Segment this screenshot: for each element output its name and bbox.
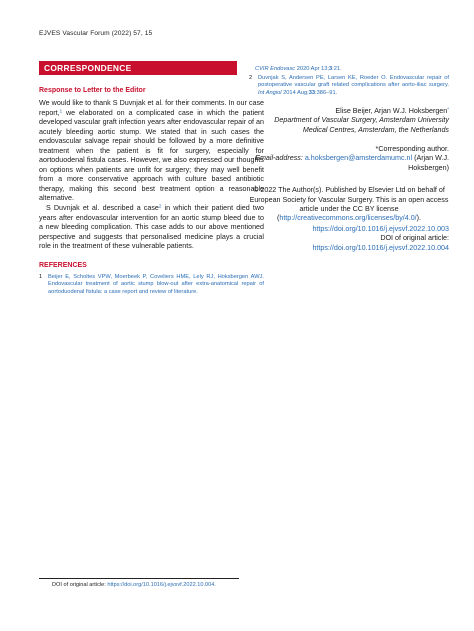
- p2-text-a: S Duvnjak et al. described a case: [46, 204, 159, 213]
- references-heading: REFERENCES: [39, 261, 87, 269]
- reference-1-date[interactable]: 2020 Apr 13;: [295, 66, 329, 72]
- reference-2-journal[interactable]: Int Angiol: [258, 90, 282, 97]
- corresponding-author: *Corresponding author.: [375, 145, 449, 154]
- license-link[interactable]: http://creativecommons.org/licenses/by/4.0/: [279, 214, 417, 223]
- email-line: [249, 154, 449, 173]
- reference-text: [48, 274, 264, 297]
- author-signature: [249, 107, 449, 116]
- reference-number: 1: [39, 273, 43, 280]
- doi-link[interactable]: https://doi.org/10.1016/j.ejvsvf.2022.10.003: [312, 224, 449, 233]
- letter-title: Response to Letter to the Editor: [39, 87, 146, 94]
- journal-header: EJVES Vascular Forum (2022) 57, 15: [39, 30, 153, 37]
- letter-column: [39, 87, 264, 297]
- section-banner: CORRESPONDENCE: [39, 61, 237, 75]
- footnote: [52, 582, 216, 588]
- authors: Elise Beijer, Arjan W.J. Hoksbergen: [335, 106, 448, 115]
- doi-block: [249, 225, 449, 253]
- reference-1-continued: [255, 66, 449, 74]
- footnote-label: DOI of original article:: [52, 582, 106, 588]
- reference-item: [249, 75, 449, 98]
- reference-number: 2: [249, 74, 253, 81]
- right-column: [249, 66, 449, 253]
- email-label: Email-address:: [255, 154, 303, 163]
- p1-text-b: we elaborated on a complicated case in which the patient developed vascular graft infection years after endovascular repair of an acutely bleeding aortic stump. We stated that in such cases the endovascular salvage repair should be followed by a more definitive treatment when the patient is fit for surgery, especially for aortoduodenal fistula cases. However, we also expressed our thoughts on options when patients are unfit for surgery; they may well benefit from a more conservative approach with culture based antibiotic therapy, making this second best treatment option a reasonable alternative.: [39, 108, 264, 203]
- license-text-end: ).: [416, 214, 422, 223]
- license-text: © 2022 The Author(s). Published by Elsevier Ltd on behalf of European Society for Vascular Surgery. This is an open access article under the CC BY license (: [249, 186, 449, 223]
- corresponding-marker[interactable]: *: [447, 106, 449, 112]
- p2-text-b: in which their patient died two years after endovascular intervention for an aortic stump bleed due to a new bleeding complication. This case adds to our above mentioned perspective and suggests that personalised medicine plays a crucial role in the treatment of these vulnerable patients.: [39, 204, 264, 251]
- reference-2-pages[interactable]: :386–91.: [315, 90, 338, 97]
- reference-2-volume[interactable]: 33: [308, 90, 316, 97]
- footnote-divider: [39, 578, 239, 579]
- letter-paragraph-1: [39, 99, 264, 204]
- reference-text: [258, 75, 449, 98]
- p1-text-a: We would like to thank S Duvnjak et al. for their comments. In our case report,: [39, 99, 264, 117]
- original-doi-link[interactable]: https://doi.org/10.1016/j.ejvsvf.2022.10.004: [312, 243, 449, 252]
- reference-1-tail: [255, 66, 449, 74]
- reference-1-volume[interactable]: 3: [329, 66, 333, 72]
- reference-link[interactable]: Beijer E, Scholtes VPW, Moerbeek P, Coveliers HME, Lely RJ, Hoksbergen AWJ. Endovascular treatment of aortic stump blow-out after extra-anatomical repair of aortoduodenal fistula: a case report and review of literature.: [48, 273, 264, 296]
- letter-paragraph-2: [39, 204, 264, 252]
- email-link[interactable]: a.hoksbergen@amsterdamumc.nl: [304, 154, 413, 163]
- footnote-doi-link[interactable]: https://doi.org/10.1016/j.ejvsvf.2022.10.004.: [107, 582, 216, 588]
- citation-2[interactable]: 2: [158, 203, 162, 209]
- license-notice: [249, 186, 449, 224]
- citation-1[interactable]: 1: [59, 107, 63, 113]
- affiliation: Department of Vascular Surgery, Amsterdam University Medical Centres, Amsterdam, the Netherlands: [274, 116, 449, 134]
- reference-2-date[interactable]: 2014 Aug;: [281, 90, 309, 97]
- email-owner: (Arjan W.J. Hoksbergen): [408, 154, 449, 172]
- original-doi-label: DOI of original article:: [380, 234, 449, 243]
- reference-link[interactable]: Duvnjak S, Andersen PE, Larsen KE, Roeder O. Endovascular repair of postoperative vascular graft related complications after aorto-iliac surgery.: [258, 74, 449, 89]
- reference-1-journal[interactable]: CVIR Endovasc: [255, 66, 296, 72]
- reference-1-pages[interactable]: :21.: [332, 66, 342, 72]
- reference-item: [39, 274, 264, 297]
